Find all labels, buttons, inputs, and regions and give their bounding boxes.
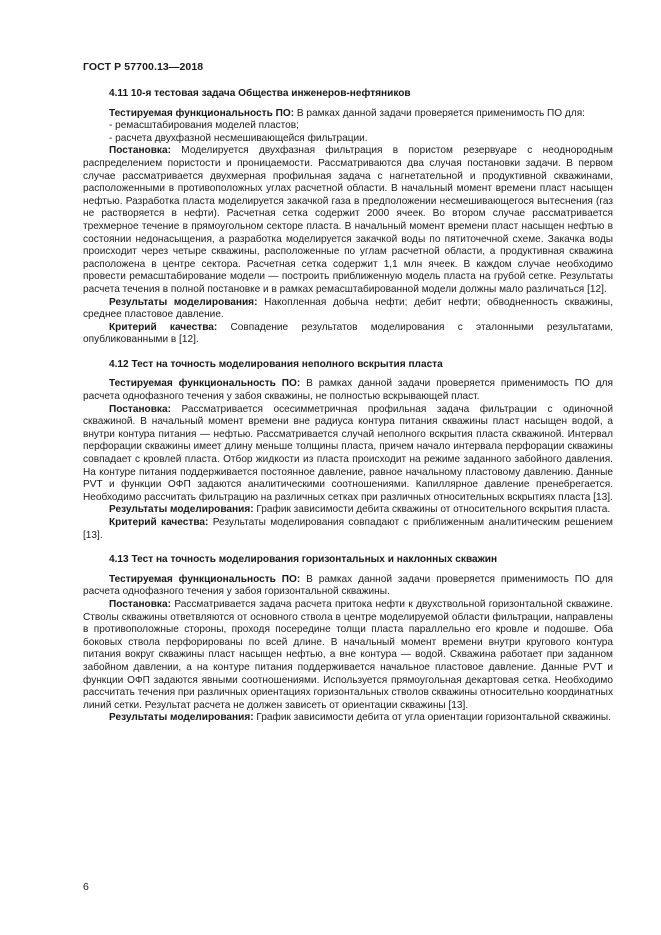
results-label: Результаты моделирования: [109, 296, 258, 308]
page-content [83, 88, 613, 737]
functionality-label: Тестируемая функциональность ПО: [109, 573, 301, 585]
statement-label: Постановка: [109, 145, 171, 157]
statement-label: Постановка: [109, 598, 171, 610]
criterion-label: Критерий качества: [109, 321, 218, 333]
results-label: Результаты моделирования: [109, 712, 254, 724]
functionality-label: Тестируемая функциональность ПО: [109, 107, 295, 119]
functionality-paragraph [83, 378, 613, 403]
functionality-text: В рамках данной задачи проверяется применимость ПО для расчета однофазного течения у забоя скважины, не полностью вскрывающей пласт. [83, 378, 613, 403]
statement-paragraph [83, 145, 613, 296]
section-title: 4.11 10-я тестовая задача Общества инженеров-нефтяников [109, 88, 411, 99]
results-text: Накопленная добыча нефти; дебит нефти; обводненность скважины, среднее пластовое давление. [83, 296, 613, 321]
section-title: 4.12 Тест на точность моделирования неполного вскрытия пласта [109, 358, 443, 370]
section-4-13 [83, 554, 613, 725]
statement-text: Моделируется двухфазная фильтрация в пористом резервуаре с неоднородным распределением пористости и проницаемости. Рассматриваются два случая постановки задачи. В первом случае рассматривается двухмерная профильная задача с нагнетательной и продуктивной скважинами, расположенными в противоположных углах расчетной области. В начальный момент времени пласт насыщен нефтью. Разработка пласта моделируется закачкой газа в предположении несмешивающегося вытеснения (газ не растворяется в нефти). Расчетная сетка содержит 2000 ячеек. Во втором случае рассматривается трехмерное течение в прямоугольном секторе пласта. В начальный момент времени пласт насыщен нефтью в состоянии недонасыщения, а разработка моделируется закачкой воды по пятиточечной схеме. Закачка воды происходит через четыре скважины, расположенные по углам расчетной области, а продуктивная скважина расположена в центре сектора. Расчетная сетка содержит 1,1 млн ячеек. В каждом случае необходимо провести ремасштабирование модели — построить приближенную модель пласта на грубой сетке. Результаты расчета течения в полной постановке и в рамках ремасштабированной модели должны мало различаться [12]. [83, 145, 613, 295]
list-item: - ремасштабирования моделей пластов; [109, 120, 299, 132]
document-header: ГОСТ Р 57700.13—2018 [83, 61, 204, 73]
criterion-text: Результаты моделирования совпадают с приближенным аналитическим решением [13]. [83, 517, 613, 541]
criterion-paragraph [83, 322, 613, 347]
results-paragraph [83, 297, 613, 322]
criterion-text: Совпадение результатов моделирования с эталонными результатами, опубликованными в [12]. [83, 321, 614, 346]
results-label: Результаты моделирования: [109, 504, 254, 516]
list-item: - расчета двухфазной несмешивающейся фильтрации. [109, 132, 368, 144]
statement-text: Рассматривается осесимметричная профильная задача фильтрации с одиночной скважиной. В начальный момент времени вне радиуса контура питания скважины пласт насыщен водой, а внутри контура питания — нефтью. Рассматривается случай неполного вскрытия пласта скважиной. Интервал перфорации скважины имеет длину меньше толщины пласта, причем начало интервала перфорации скважины совпадает с кровлей пласта. Отбор жидкости из пласта происходит на режиме заданного забойного давления. На контуре питания поддерживается постоянное давление, равное начальному пластовому давлению. Данные PVT и функции ОФП задаются аналитическими соотношениями. Капиллярное давление пренебрегается. Необходимо рассчитать фильтрацию на различных сетках при различных относительных вскрытиях пласта [13]. [83, 403, 613, 503]
criterion-label: Критерий качества: [109, 517, 209, 528]
functionality-paragraph [83, 108, 613, 121]
section-4-11 [83, 88, 613, 347]
page-number: 6 [83, 881, 89, 893]
section-4-12 [83, 359, 613, 542]
functionality-text: В рамках данной задачи проверяется применимость ПО для расчета однофазного течения у забоя горизонтальной скважины. [83, 573, 613, 598]
functionality-text: В рамках данной задачи проверяется применимость ПО для: [296, 107, 585, 119]
results-paragraph [83, 712, 613, 725]
functionality-label: Тестируемая функциональность ПО: [109, 378, 301, 390]
statement-label: Постановка: [109, 403, 171, 415]
functionality-paragraph [83, 574, 613, 599]
statement-paragraph [83, 404, 613, 505]
results-paragraph [83, 504, 613, 517]
results-text: График зависимости дебита от угла ориентации горизонтальной скважины. [256, 712, 611, 724]
statement-paragraph [83, 599, 613, 712]
statement-text: Рассматривается задача расчета притока нефти к двухствольной горизонтальной скважине. Стволы скважины ответвляются от основного ствола в центре моделируемой области фильтрации, направлены в противоположные стороны, проходя посередине толщи пласта параллельно его кровле и подошве. Оба боковых ствола перфорированы по всей длине. В начальный момент времени внутри кругового контура питания вокруг скважины пласт насыщен нефтью, а вне контура — водой. Скважина работает при заданном забойном давлении, а на контуре питания поддерживается начальное пластовое давление. Данные PVT и функции ОФП задаются явными соотношениями. Используется прямоугольная декартовая сетка. Необходимо рассчитать течения при различных ориентациях горизонтальных стволов скважины относительно координатных линий сетки. Результат расчета не должен зависеть от ориентации скважины [13]. [83, 598, 613, 711]
section-title: 4.13 Тест на точность моделирования горизонтальных и наклонных скважин [109, 554, 498, 566]
criterion-paragraph [83, 517, 613, 542]
results-text: График зависимости дебита скважины от относительного вскрытия пласта. [256, 504, 611, 516]
